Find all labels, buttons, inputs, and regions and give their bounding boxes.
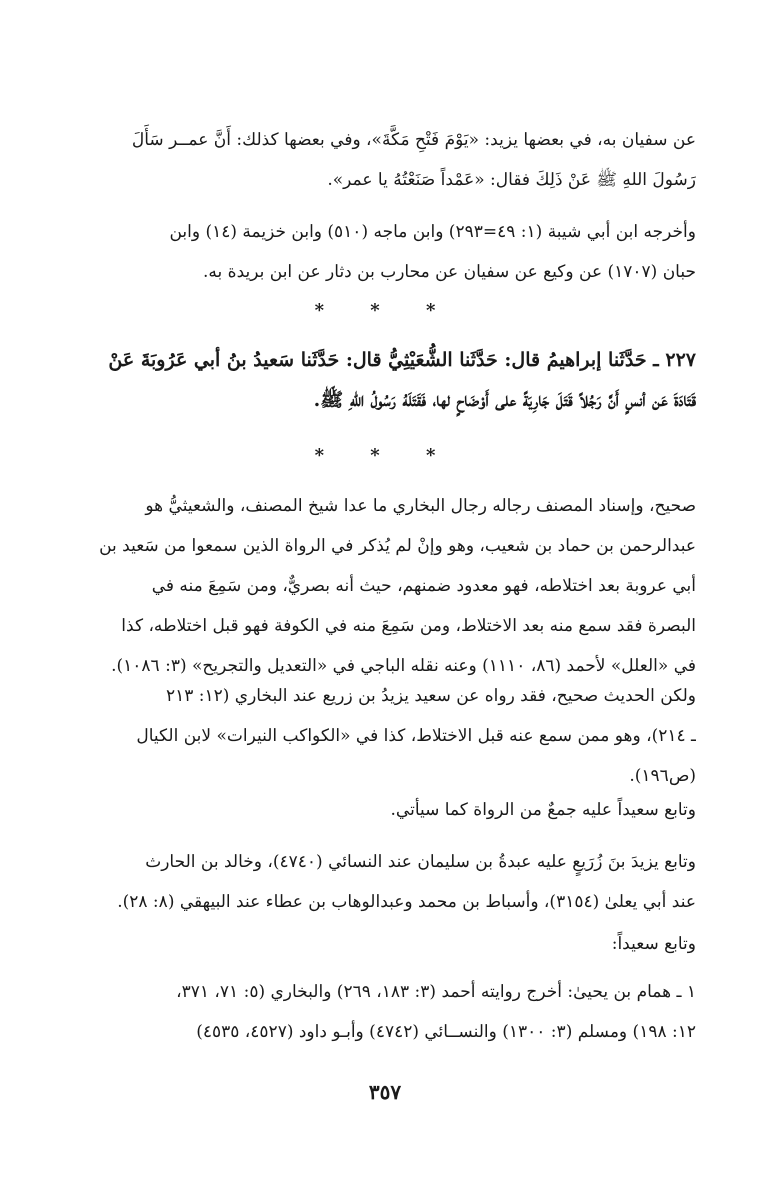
paragraph-2 (71, 212, 696, 292)
text-line: ولكن الحديث صحيح، فقد رواه عن سعيد يزيدُ بن زريع عند البخاري (١٢: ٢١٣ (165, 686, 696, 706)
paragraph-5 (71, 790, 696, 830)
paragraph-6 (71, 842, 696, 922)
text-line: ـ ٢١٤)، وهو ممن سمع عنه قبل الاختلاط، كذا في «الكواكب النيرات» لابن الكيال (136, 726, 696, 746)
text-line: ١٢: ١٩٨) ومسلم (٣: ١٣٠٠) والنســائي (٤٧٤٢) وأبـو داود (٤٥٢٧، ٤٥٣٥) (196, 1022, 696, 1042)
text-line: وتابع سعيداً عليه جمعٌ من الرواة كما سيأتي. (390, 800, 696, 820)
paragraph-4 (71, 676, 696, 796)
text-line: وأخرجه ابن أبي شيبة (١: ٤٩=٢٩٣) وابن ماجه (٥١٠) وابن خزيمة (١٤) وابن (169, 222, 696, 242)
text-line: البصرة فقد سمع منه بعد الاختلاط، ومن سَمِعَ منه في الكوفة فهو قبل اختلاطه، كذا (121, 616, 696, 636)
text-line: صحيح، وإسناد المصنف رجاله رجال البخاري ما عدا شيخ المصنف، والشعيثيُّ هو (145, 496, 696, 516)
text-line: وتابع سعيداً: (611, 934, 696, 954)
text-line: ٢٢٧ ـ حَدَّثَنا إبراهيمُ قال: حَدَّثَنا الشُّعَيْثِيُّ قال: حَدَّثَنا سَعيدُ بنُ أبي عَرُوبَةَ عَنْ (108, 349, 696, 371)
paragraph-1 (71, 120, 696, 200)
page-number: ٣٥٧ (368, 1080, 402, 1104)
text-line: رَسُولَ اللهِ ﷺ عَنْ ذَلِكَ فقال: «عَمْداً صَنَعْتُهُ يا عمر». (327, 170, 696, 190)
paragraph-3 (71, 486, 696, 686)
hadith-text (71, 340, 696, 420)
paragraph-7 (71, 924, 696, 964)
text-line: ١ ـ همام بن يحيىٰ: أخرج روايته أحمد (٣: ١٨٣، ٢٦٩) والبخاري (٥: ٧١، ٣٧١، (176, 982, 696, 1002)
text-line: قَتَادَةَ عَن أنسٍ أَنَّ رَجُلاً قَتَلَ جَارِيَةً على أَوْضَاحٍ لها، فَقَتَلَهُ رَسُولُ اللهِ ﷺ. (313, 389, 696, 411)
text-line: حبان (١٧٠٧) عن وكيع عن سفيان عن محارب بن دثار عن ابن بريدة به. (203, 262, 696, 282)
text-line: وتابع يزيدَ بنَ زُرَيعٍ عليه عبدةُ بن سليمان عند النسائي (٤٧٤٠)، وخالد بن الحارث (145, 852, 696, 872)
text-line: عن سفيان به، في بعضها يزيد: «يَوْمَ فَتْحِ مَكَّةَ»، وفي بعضها كذلك: أَنَّ عمــر سَأَلَ (131, 130, 696, 150)
separator-stars: * * * (314, 445, 456, 466)
separator-stars: * * * (314, 300, 456, 321)
text-line: (ص١٩٦). (629, 766, 696, 786)
text-line: في «العلل» لأحمد (٨٦، ١١١٠) وعنه نقله الباجي في «التعديل والتجريح» (٣: ١٠٨٦). (111, 656, 696, 676)
text-line: أبي عروبة بعد اختلاطه، فهو معدود ضمنهم، حيث أنه بصريٌّ، ومن سَمِعَ منه في (151, 576, 696, 596)
text-line: عبدالرحمن بن حماد بن شعيب، وهو وإنْ لم يُذكر في الرواة الذين سمعوا من سَعيد بن (99, 536, 696, 556)
text-line: عند أبي يعلىٰ (٣١٥٤)، وأسباط بن محمد وعبدالوهاب بن عطاء عند البيهقي (٨: ٢٨). (117, 892, 696, 912)
paragraph-8 (71, 972, 696, 1052)
